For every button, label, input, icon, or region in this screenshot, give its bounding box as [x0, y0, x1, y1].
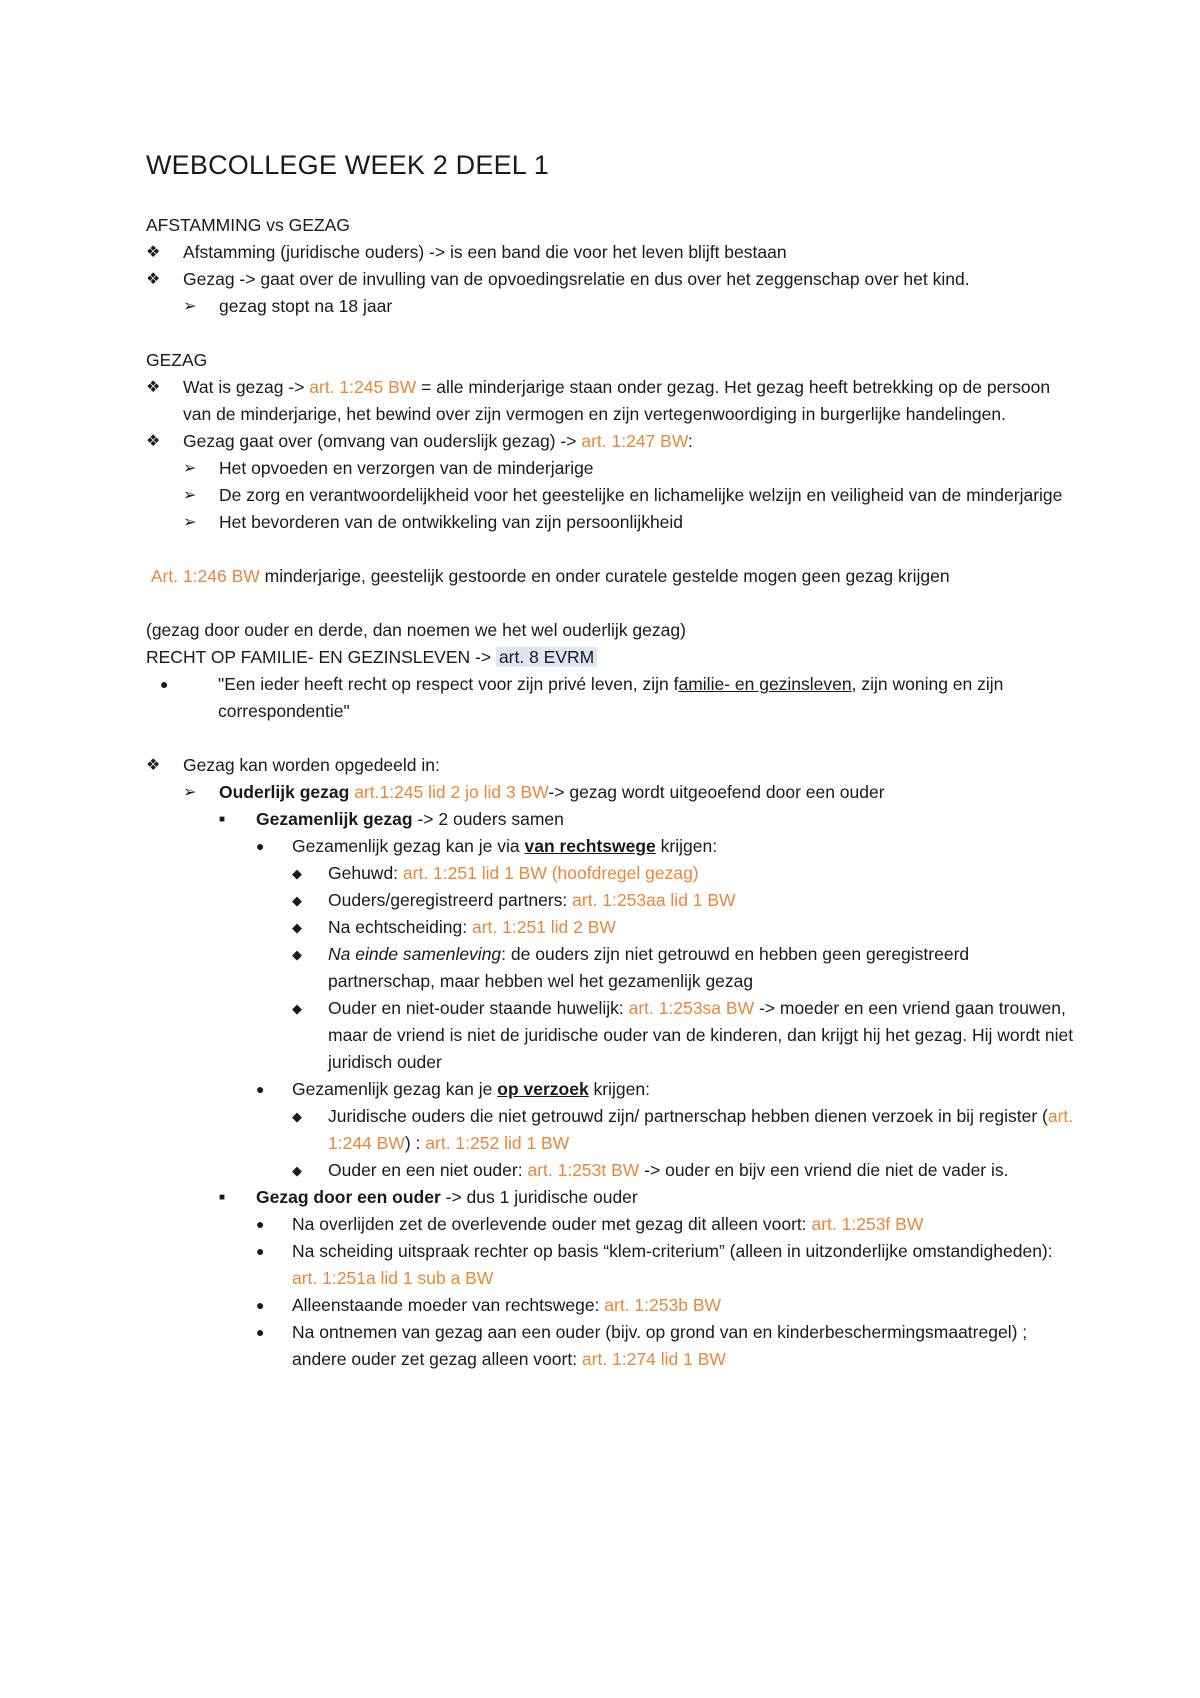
list-item: ❖ Afstamming (juridische ouders) -> is een band die voor het leven blijft bestaan [146, 239, 1076, 266]
list-item: ● Na scheiding uitspraak rechter op basis “klem-criterium” (alleen in uitzonderlijke omstandigheden): art. 1:251a lid 1 sub a BW [146, 1238, 1076, 1292]
list-item: ◆ Ouder en niet-ouder staande huwelijk: art. 1:253sa BW -> moeder en een vriend gaan trouwen, maar de vriend is niet de juridische ouder van de kinderen, dan krijgt hij het gezag. Hij wordt niet juridisch ouder [146, 995, 1076, 1076]
diamond-star-bullet-icon: ❖ [146, 244, 161, 261]
arrow-bullet-icon: ➢ [183, 514, 197, 531]
diamond-bullet-icon: ◆ [292, 866, 302, 881]
article-reference: art. 1:253t BW [527, 1160, 640, 1180]
list-item: ◆ Gehuwd: art. 1:251 lid 1 BW (hoofdregel gezag) [146, 860, 1076, 887]
list-item: ❖ Gezag -> gaat over de invulling van de opvoedingsrelatie en dus over het zeggenschap over het kind. [146, 266, 1076, 293]
arrow-bullet-icon: ➢ [183, 460, 197, 477]
article-reference: Art. 1:246 BW [150, 566, 260, 586]
article-reference: art. 1:252 lid 1 BW [425, 1133, 570, 1153]
article-reference: art. 1:253sa BW [628, 998, 755, 1018]
arrow-bullet-icon: ➢ [183, 298, 197, 315]
dot-bullet-icon: ● [256, 1243, 265, 1259]
heading-recht-op-familie: RECHT OP FAMILIE- EN GEZINSLEVEN -> art. 8 EVRM [146, 644, 1076, 671]
highlighted-article-reference: art. 8 EVRM [496, 647, 597, 667]
list-item: ➢ Het bevorderen van de ontwikkeling van zijn persoonlijkheid [146, 509, 1076, 536]
arrow-bullet-icon: ➢ [183, 487, 197, 504]
list-item: ● Gezamenlijk gezag kan je op verzoek krijgen: [146, 1076, 1076, 1103]
article-reference: art.1:245 lid 2 jo lid 3 BW [354, 782, 549, 802]
heading-gezag: GEZAG [146, 350, 208, 370]
dot-bullet-icon: ● [160, 676, 169, 692]
list-item: ◆ Na einde samenleving: de ouders zijn niet getrouwd en hebben geen geregistreerd partnerschap, maar hebben wel het gezamenlijk gezag [146, 941, 1076, 995]
list-item: ◆ Ouders/geregistreerd partners: art. 1:253aa lid 1 BW [146, 887, 1076, 914]
list-item: ◆ Juridische ouders die niet getrouwd zijn/ partnerschap hebben dienen verzoek in bij register (art. 1:244 BW) : art. 1:252 lid 1 BW [146, 1103, 1076, 1157]
document-title: WEBCOLLEGE WEEK 2 DEEL 1 [146, 150, 549, 180]
dot-bullet-icon: ● [256, 1216, 265, 1232]
diamond-bullet-icon: ◆ [292, 893, 302, 908]
article-reference: art. 1:251a lid 1 sub a BW [292, 1268, 494, 1288]
dot-bullet-icon: ● [256, 1297, 265, 1313]
document-body [146, 212, 1076, 1373]
list-item: ● Gezamenlijk gezag kan je via van rechtswege krijgen: [146, 833, 1076, 860]
list-item: ● "Een ieder heeft recht op respect voor zijn privé leven, zijn familie- en gezinsleven, zijn woning en zijn correspondentie" [146, 671, 1076, 725]
diamond-bullet-icon: ◆ [292, 1109, 302, 1124]
diamond-bullet-icon: ◆ [292, 920, 302, 935]
list-item: ◆ Ouder en een niet ouder: art. 1:253t BW -> ouder en bijv een vriend die niet de vader is. [146, 1157, 1076, 1184]
diamond-star-bullet-icon: ❖ [146, 757, 161, 774]
square-bullet-icon: ■ [219, 1192, 226, 1203]
diamond-bullet-icon: ◆ [292, 1163, 302, 1178]
list-item: ➢ Ouderlijk gezag art.1:245 lid 2 jo lid 3 BW-> gezag wordt uitgeoefend door een ouder [146, 779, 1076, 806]
list-item: ■ Gezamenlijk gezag -> 2 ouders samen [146, 806, 1076, 833]
dot-bullet-icon: ● [256, 838, 265, 854]
list-item: ● Alleenstaande moeder van rechtswege: art. 1:253b BW [146, 1292, 1076, 1319]
arrow-bullet-icon: ➢ [183, 784, 197, 801]
dot-bullet-icon: ● [256, 1324, 265, 1340]
diamond-star-bullet-icon: ❖ [146, 271, 161, 288]
list-item: ➢ gezag stopt na 18 jaar [146, 293, 1076, 320]
article-reference: art. 1:245 BW [309, 377, 417, 397]
list-item: ❖ Wat is gezag -> art. 1:245 BW = alle minderjarige staan onder gezag. Het gezag heeft betrekking op de persoon van de minderjarige, het bewind over zijn vermogen en zijn vertegenwoordiging in burgerlijke handelingen. [146, 374, 1076, 428]
diamond-star-bullet-icon: ❖ [146, 379, 161, 396]
article-reference: art. 1:247 BW [581, 431, 689, 451]
article-reference: art. 1:253b BW [604, 1295, 722, 1315]
list-item: ❖ Gezag gaat over (omvang van ouderslijk gezag) -> art. 1:247 BW: [146, 428, 1076, 455]
diamond-star-bullet-icon: ❖ [146, 433, 161, 450]
list-item: ➢ Het opvoeden en verzorgen van de minderjarige [146, 455, 1076, 482]
diamond-bullet-icon: ◆ [292, 1001, 302, 1016]
list-item: ■ Gezag door een ouder -> dus 1 juridische ouder [146, 1184, 1076, 1211]
article-reference: art. 1:251 lid 2 BW [471, 917, 616, 937]
list-item: ◆ Na echtscheiding: art. 1:251 lid 2 BW [146, 914, 1076, 941]
list-item: ● Na overlijden zet de overlevende ouder met gezag dit alleen voort: art. 1:253f BW [146, 1211, 1076, 1238]
list-item: ❖ Gezag kan worden opgedeeld in: [146, 752, 1076, 779]
list-item: ➢ De zorg en verantwoordelijkheid voor het geestelijke en lichamelijke welzijn en veiligheid van de minderjarige [146, 482, 1076, 509]
diamond-bullet-icon: ◆ [292, 947, 302, 962]
article-reference: art. 1:253aa lid 1 BW [572, 890, 736, 910]
article-reference: art. 1:253f BW [811, 1214, 924, 1234]
dot-bullet-icon: ● [256, 1081, 265, 1097]
heading-afstamming-vs-gezag: AFSTAMMING vs GEZAG [146, 215, 350, 235]
paragraph-art-246: Art. 1:246 BW minderjarige, geestelijk gestoorde en onder curatele gestelde mogen geen gezag krijgen [150, 566, 950, 586]
paragraph-note: (gezag door ouder en derde, dan noemen we het wel ouderlijk gezag) [146, 620, 686, 640]
article-reference: art. 1:274 lid 1 BW [581, 1349, 726, 1369]
article-reference: art. 1:244 BW [328, 1106, 1074, 1153]
article-reference: art. 1:251 lid 1 BW (hoofdregel gezag) [402, 863, 699, 883]
list-item: ● Na ontnemen van gezag aan een ouder (bijv. op grond van en kinderbeschermingsmaatregel) ; andere ouder zet gezag alleen voort: art. 1:274 lid 1 BW [146, 1319, 1076, 1373]
square-bullet-icon: ■ [219, 814, 226, 825]
